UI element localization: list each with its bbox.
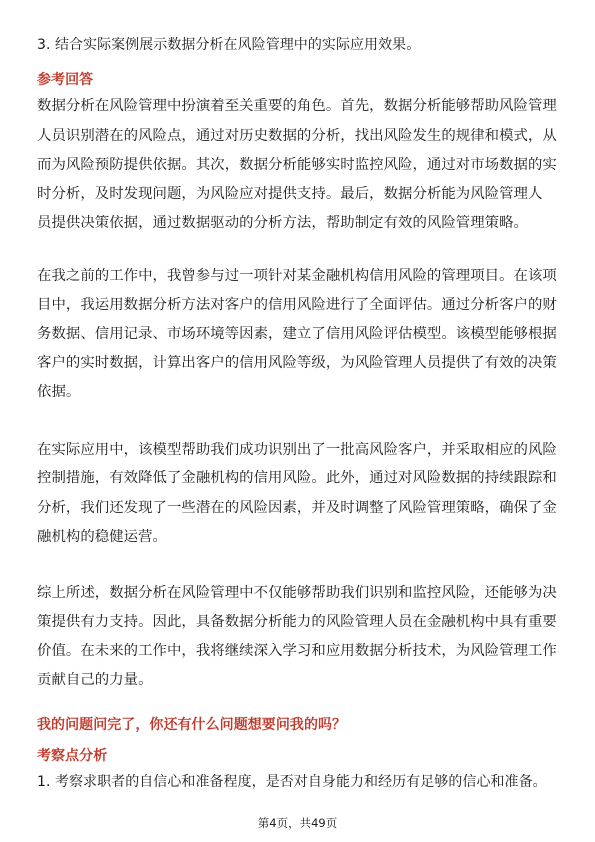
paragraph-line: 综上所述，数据分析在风险管理中不仅能够帮助我们识别和监控风险，还能够为决: [37, 585, 557, 601]
analysis-heading: 考察点分析: [37, 748, 108, 764]
paragraph-line: 在我之前的工作中，我曾参与过一项针对某金融机构信用风险的管理项目。在该项: [37, 268, 557, 284]
paragraph-line: 员提供决策依据，通过数据驱动的分析方法，帮助制定有效的风险管理策略。: [37, 215, 528, 231]
analysis-point-1: 1. 考察求职者的自信心和准备程度，是否对自身能力和经历有足够的信心和准备。: [37, 774, 547, 790]
closing-question: 我的问题问完了，你还有什么问题想要问我的吗？: [37, 717, 347, 733]
paragraph-line: 目中，我运用数据分析方法对客户的信用风险进行了全面评估。通过分析客户的财: [37, 297, 557, 313]
paragraph-line: 依据。: [37, 384, 81, 400]
paragraph-line: 贡献自己的力量。: [37, 672, 153, 688]
paragraph-line: 在实际应用中，该模型帮助我们成功识别出了一批高风险客户，并采取相应的风险: [37, 442, 557, 458]
paragraph-line: 数据分析在风险管理中扮演着至关重要的角色。首先，数据分析能够帮助风险管理: [37, 98, 557, 114]
page-number: 第4页，共49页: [257, 816, 338, 830]
paragraph-line: 人员识别潜在的风险点，通过对历史数据的分析，找出风险发生的规律和模式，从: [37, 128, 557, 144]
paragraph-line: 控制措施，有效降低了金融机构的信用风险。此外，通过对风险数据的持续跟踪和: [37, 470, 557, 486]
paragraph-line: 分析，我们还发现了一些潜在的风险因素，并及时调整了风险管理策略，确保了金: [37, 500, 557, 516]
paragraph-line: 而为风险预防提供依据。其次，数据分析能够实时监控风险，通过对市场数据的实: [37, 157, 557, 173]
paragraph-line: 策提供有力支持。因此，具备数据分析能力的风险管理人员在金融机构中具有重要: [37, 614, 557, 630]
paragraph-line: 时分析，及时发现问题，为风险应对提供支持。最后，数据分析能为风险管理人: [37, 186, 543, 202]
paragraph-line: 融机构的稳健运营。: [37, 529, 167, 545]
question-3: 3. 结合实际案例展示数据分析在风险管理中的实际应用效果。: [37, 37, 421, 53]
paragraph-line: 客户的实时数据，计算出客户的信用风险等级，为风险管理人员提供了有效的决策: [37, 355, 557, 371]
answer-heading: 参考回答: [37, 72, 94, 88]
paragraph-line: 价值。在未来的工作中，我将继续深入学习和应用数据分析技术，为风险管理工作: [37, 643, 557, 659]
paragraph-line: 务数据、信用记录、市场环境等因素，建立了信用风险评估模型。该模型能够根据: [37, 326, 557, 342]
